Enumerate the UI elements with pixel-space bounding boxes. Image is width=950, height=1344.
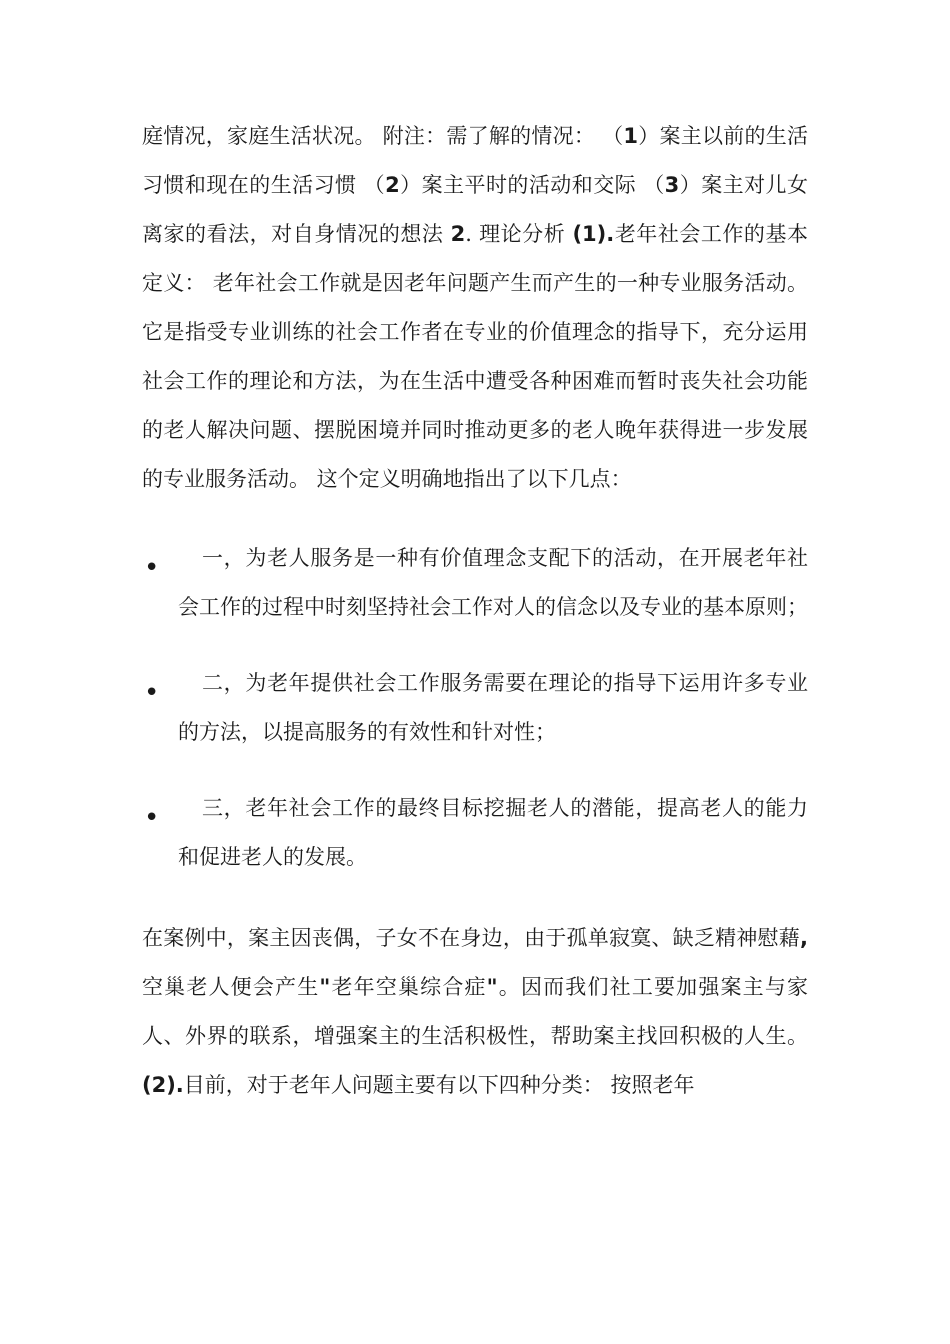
bullet-icon: •	[144, 803, 160, 833]
bold-number: (1).	[572, 222, 615, 246]
text-run: ）案主平时的活动和交际 （	[399, 173, 665, 197]
text-run: ）案主以前的生活习惯和现在的生活习惯 （	[142, 124, 809, 197]
paragraph-case-info-and-theory	[142, 112, 808, 504]
text-run: 在案例中，案主因丧偶，子女不在身边，由于孤单寂寞、缺乏精神慰藉	[142, 926, 801, 950]
bold-quote: "	[319, 975, 331, 999]
bold-number: 2	[450, 222, 466, 246]
paragraph-case-analysis	[142, 914, 808, 1110]
text-run: 老年空巢综合症	[330, 975, 487, 999]
list-item-text: 一，为老人服务是一种有价值理念支配下的活动，在开展老年社会工作的过程中时刻坚持社会工作对人的信念以及专业的基本原则；	[178, 546, 808, 619]
bullet-icon: •	[144, 553, 160, 583]
text-run: . 理论分析	[465, 222, 573, 246]
list-item	[142, 659, 808, 757]
list-item-text: 二，为老年提供社会工作服务需要在理论的指导下运用许多专业的方法，以提高服务的有效性和针对性；	[178, 671, 808, 744]
text-run: 老年社会工作的基本定义： 老年社会工作就是因老年问题产生而产生的一种专业服务活动。它是指受专业训练的社会工作者在专业的价值理念的指导下，充分运用社会工作的理论和方法，为在生活中遭受各种困难而暂时丧失社会功能的老人解决问题、摆脱困境并同时推动更多的老人晚年获得进一步发展的专业服务活动。 这个定义明确地指出了以下几点：	[142, 222, 808, 491]
list-item-text: 三，老年社会工作的最终目标挖掘老人的潜能，提高老人的能力和促进老人的发展。	[178, 796, 808, 869]
bold-number: 1	[623, 124, 638, 148]
bold-quote: "	[486, 975, 498, 999]
text-run: 空巢老人便会产生	[142, 975, 320, 999]
bold-punctuation: ,	[800, 926, 808, 950]
bold-number: 3	[664, 173, 680, 197]
text-run: ）案主对儿女离家的看法，对自身情况的想法	[142, 173, 808, 246]
list-item	[142, 534, 808, 632]
text-run: 庭情况，家庭生活状况。 附注：需了解的情况： （	[142, 124, 624, 148]
bold-number: (2).	[142, 1073, 184, 1097]
text-run: 。因而我们社工要加强案主与家人、外界的联系，增强案主的生活积极性，帮助案主找回积极的人生。	[142, 975, 809, 1048]
list-item	[142, 784, 808, 882]
definition-points-list	[142, 534, 808, 882]
bullet-icon: •	[144, 678, 160, 708]
text-run: 目前，对于老年人问题主要有以下四种分类： 按照老年	[183, 1073, 695, 1097]
bold-number: 2	[385, 173, 400, 197]
